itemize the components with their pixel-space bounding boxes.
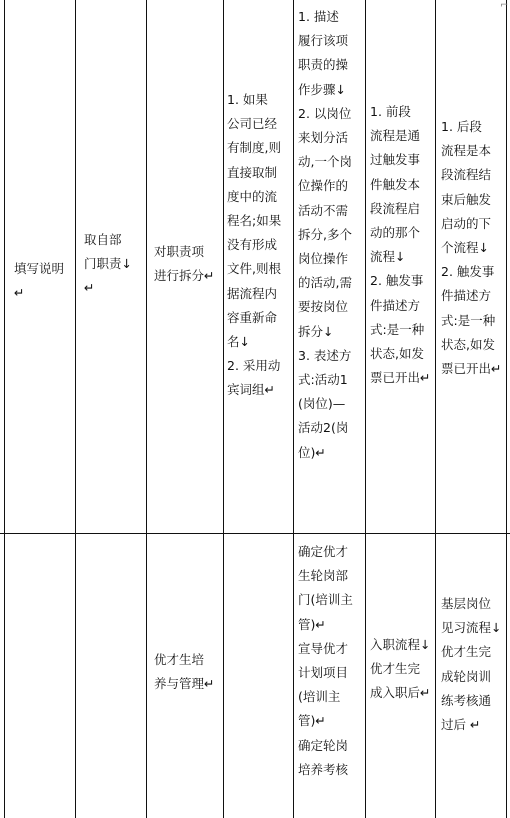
row1-col7-text: 1. 后段 流程是本 段流程结 束后触发 启动的下 个流程↓ 2. 触发事 件描述方 式:是一种 状态,如发 票已开出↵: [441, 119, 502, 377]
table-divider-2: [146, 0, 147, 818]
row1-col4-text: 1. 如果 公司已经 有制度,则 直接取制 度中的流 程名;如果 没有形成 文件,则根 据流程内 容重新命 名↓ 2. 采用动 宾词组↵: [227, 92, 282, 398]
row2-col5-text: 确定优才 生轮岗部 门(培训主 管)↵ 宣导优才 计划项目 (培训主 管)↵ 确定轮岗 培养考核: [298, 544, 353, 777]
table-divider-6: [435, 0, 436, 818]
row1-col5-text: 1. 描述 履行该项 职责的操 作步骤↓ 2. 以岗位 来划分活 动,一个岗 位操作的 活动不需 拆分,多个 岗位操作 的活动,需 要按岗位 拆分↓ 3. 表述方 式:活动1 (岗位)— 活动2(岗 位)↵: [298, 9, 352, 460]
row2-col3-label: 优才生培 养与管理↵: [154, 652, 215, 692]
corner-mark: ⌐: [500, 0, 509, 11]
row2-col6-text: 入职流程↓ 优才生完 成入职后↵: [370, 637, 431, 701]
row1-col6-text: 1. 前段 流程是通 过触发事 件触发本 段流程启 动的那个 流程↓ 2. 触发事 件描述方 式:是一种 状态,如发 票已开出↵: [370, 104, 431, 386]
table-divider-3: [223, 0, 224, 818]
row1-col1-label: 填写说明↵: [14, 261, 65, 301]
table-divider-5: [365, 0, 366, 818]
row2-col7-text: 基层岗位 见习流程↓ 优才生完 成轮岗训 练考核通 过后 ↵: [441, 596, 502, 733]
table-border-left: [4, 0, 5, 818]
table-row-divider: [0, 533, 510, 534]
table-divider-4: [293, 0, 294, 818]
row1-col2-label: 取自部 门职责↓ ↵: [84, 232, 132, 296]
table-divider-1: [75, 0, 76, 818]
table-border-right: [506, 0, 507, 818]
row1-col3-label: 对职责项 进行拆分↵: [154, 244, 215, 284]
